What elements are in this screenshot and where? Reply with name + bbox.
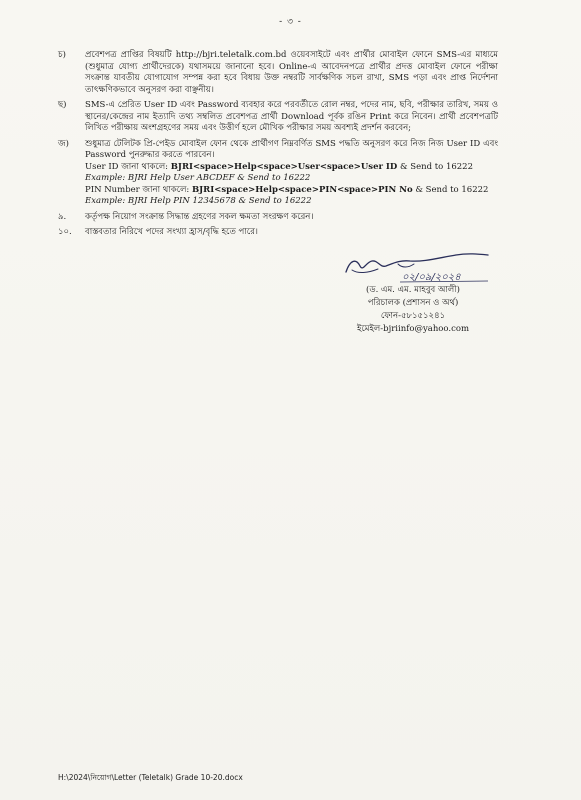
signatory-designation: পরিচালক (প্রশাসন ও অর্থ) [367,298,459,308]
list-item-marker: জ) [58,138,69,149]
list-item-marker: চ) [58,50,66,60]
sms-intro: শুধুমাত্র টেলিটক প্রি-পেইড মোবাইল ফোন থেকে প্রার্থীগণ নিম্নবর্ণিত SMS পদ্ধতি অনুসরণ করে নিজ নিজ User ID এবং Password পুনরুদ্ধার করতে পারবেন। [85,138,498,160]
footer-file-path: H:\2024\নিয়োগ\Letter (Teletalk) Grade 10-20.docx [58,773,243,782]
list-item [58,227,498,239]
list-item-marker: ছ) [58,100,67,110]
userid-line [85,162,498,174]
list-item-marker: ৯. [58,211,67,222]
signatory-details [328,284,498,336]
signature-date: ০২/০৯/২০২৪ [402,272,461,283]
list-item [58,50,498,96]
pin-label: PIN Number জানা থাকলে: [85,184,192,195]
pin-line [85,185,498,197]
list-item [58,212,498,224]
list-item-text: SMS-এ প্রেরিত User ID এবং Password ব্যবহার করে পরবর্তীতে রোল নম্বর, পদের নাম, ছবি, পরীক্ষার তারিখ, সময় ও স্থানের/কেন্দ্রের নাম ইত্যাদি তথ্য সম্বলিত প্রবেশপত্র প্রার্থী Download পূর্বক রঙিন Print করে নিবেন। প্রার্থী প্রবেশপত্রটি লিখিত পরীক্ষায় অংশগ্রহণের সময় এবং উত্তীর্ণ হলে মৌখিক পরীক্ষার সময় অবশ্যই প্রদর্শন করবেন; [85,100,498,133]
pin-example: Example: BJRI Help PIN 12345678 & Send to 16222 [85,196,312,206]
sms-instructions [85,139,498,208]
list-item-text: কর্তৃপক্ষ নিয়োগ সংক্রান্ত সিদ্ধান্ত গ্রহণের সকল ক্ষমতা সংরক্ষণ করেন। [85,211,314,222]
userid-example: Example: BJRI Help User ABCDEF & Send to 16222 [85,173,311,183]
signature-block [338,252,518,336]
handwritten-signature [338,252,508,284]
pin-send: & Send to 16222 [412,184,489,195]
signatory-phone: ফোন-৫৮১৫১২৪১ [380,311,446,321]
signatory-email: ইমেইল-bjriinfo@yahoo.com [356,324,470,334]
page-number: - ৩ - [279,17,302,27]
pin-command: BJRI<space>Help<space>PIN<space>PIN No [191,184,413,195]
userid-command: BJRI<space>Help<space>User<space>User ID [170,161,398,172]
userid-label: User ID জানা থাকলে: [85,161,171,172]
list-item-text: বাস্তবতার নিরিখে পদের সংখ্যা হ্রাস/বৃদ্ধি হতে পারে। [85,227,258,237]
list-item [58,139,498,208]
list-item [58,100,498,135]
userid-send: & Send to 16222 [397,161,473,172]
signatory-name: (ড. এম. এম. মাহবুব আলী) [366,285,460,295]
list-item-text: প্রবেশপত্র প্রাপ্তির বিষয়টি http://bjri.teletalk.com.bd ওয়েবসাইটে এবং প্রার্থীর মোবাইল ফোনে SMS-এর মাধ্যমে (শুধুমাত্র যোগ্য প্রার্থীদেরকে) যথাসময়ে জানানো হবে। Online-এ আবেদনপত্রে প্রার্থীর প্রদত্ত মোবাইল ফোনে পরীক্ষা সংক্রান্ত যাবতীয় যোগাযোগ সম্পন্ন করা হবে বিধায় উক্ত নম্বরটি সার্বক্ষণিক সচল রাখা, SMS পড়া এবং প্রাপ্ত নির্দেশনা তাৎক্ষণিকভাবে অনুসরণ করা বাঞ্ছনীয়। [85,50,498,95]
list-item-marker: ১০. [58,227,72,237]
instruction-list [58,50,498,243]
